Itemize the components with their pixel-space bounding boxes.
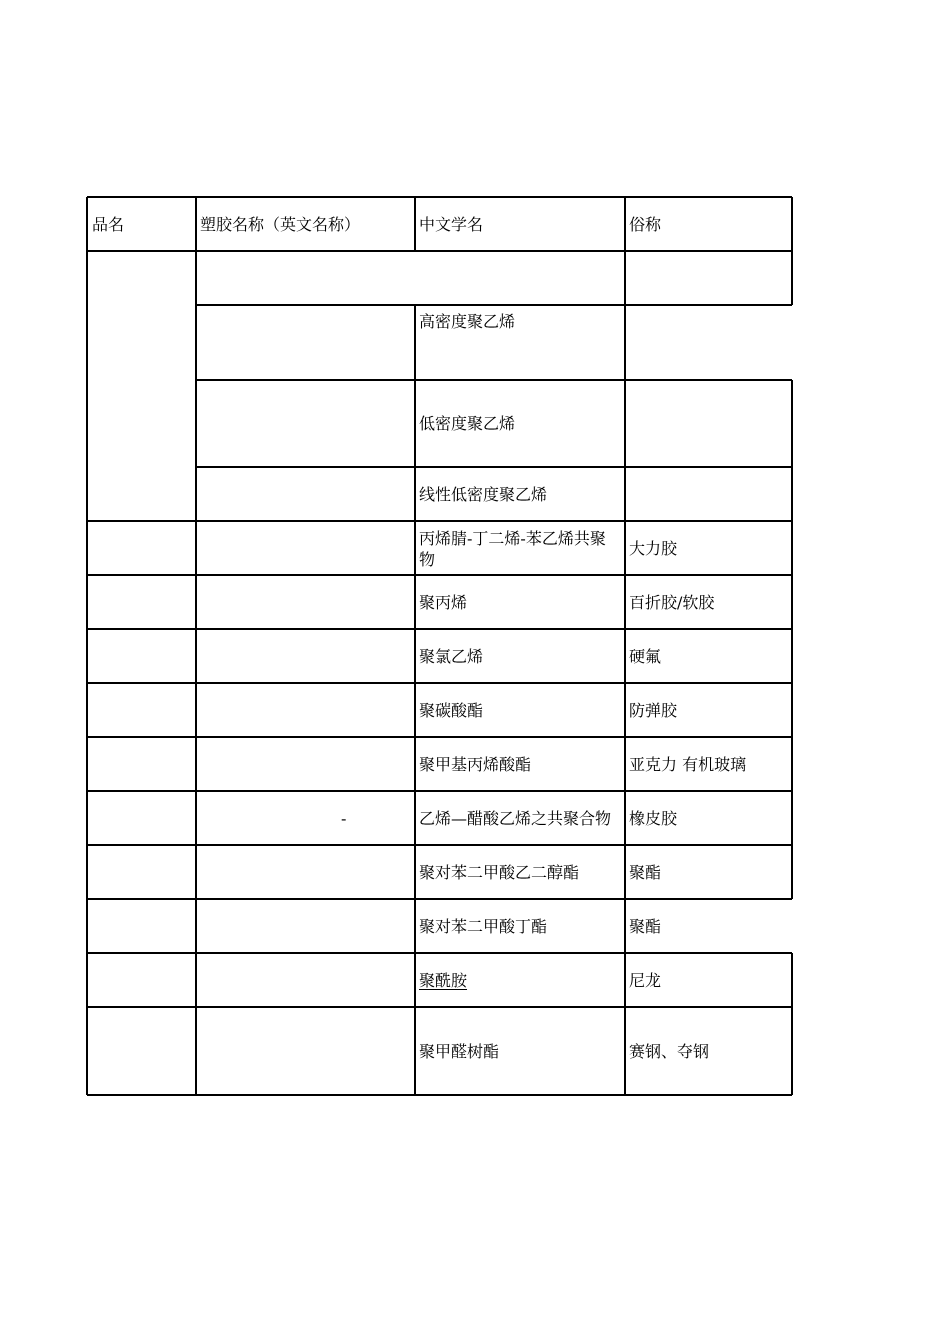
- cell-chinese-name: 聚对苯二甲酸乙二醇酯: [419, 863, 580, 882]
- header-chinese-name: 中文学名: [419, 215, 484, 234]
- cell-chinese-name: 聚碳酸酯: [419, 701, 484, 720]
- cell-chinese-name: 高密度聚乙烯: [419, 312, 516, 331]
- cell-common-name: 聚酯: [629, 917, 662, 936]
- cell-chinese-name: 低密度聚乙烯: [419, 414, 516, 433]
- cell-common-name: 赛钢、夺钢: [629, 1042, 710, 1061]
- cell-common-name: 聚酯: [629, 863, 662, 882]
- cell-chinese-name: 聚甲基丙烯酸酯: [419, 755, 532, 774]
- cell-chinese-name: 聚氯乙烯: [419, 647, 484, 666]
- cell-chinese-name: 聚酰胺: [419, 971, 468, 990]
- cell-common-name: 防弹胶: [629, 701, 678, 720]
- header-common-name: 俗称: [629, 215, 662, 234]
- cell-chinese-name: 丙烯腈-丁二烯-苯乙烯共聚物: [419, 529, 606, 569]
- header-product-name: 品名: [92, 215, 125, 234]
- cell-common-name: 亚克力 有机玻璃: [629, 755, 747, 774]
- cell-chinese-name: 聚对苯二甲酸丁酯: [419, 917, 548, 936]
- cell-chinese-name: 线性低密度聚乙烯: [419, 485, 548, 504]
- cell-plastic-name: -: [341, 809, 347, 828]
- cell-common-name: 百折胶/软胶: [629, 593, 715, 612]
- cell-chinese-name: 聚丙烯: [419, 593, 468, 612]
- cell-common-name: 硬氟: [629, 647, 662, 666]
- header-plastic-name: 塑胶名称（英文名称）: [200, 215, 361, 234]
- cell-common-name: 尼龙: [629, 971, 662, 990]
- cell-chinese-name: 聚甲醛树酯: [419, 1042, 500, 1061]
- cell-common-name: 橡皮胶: [629, 809, 678, 828]
- cell-common-name: 大力胶: [629, 539, 678, 558]
- cell-chinese-name: 乙烯—醋酸乙烯之共聚合物: [419, 809, 612, 828]
